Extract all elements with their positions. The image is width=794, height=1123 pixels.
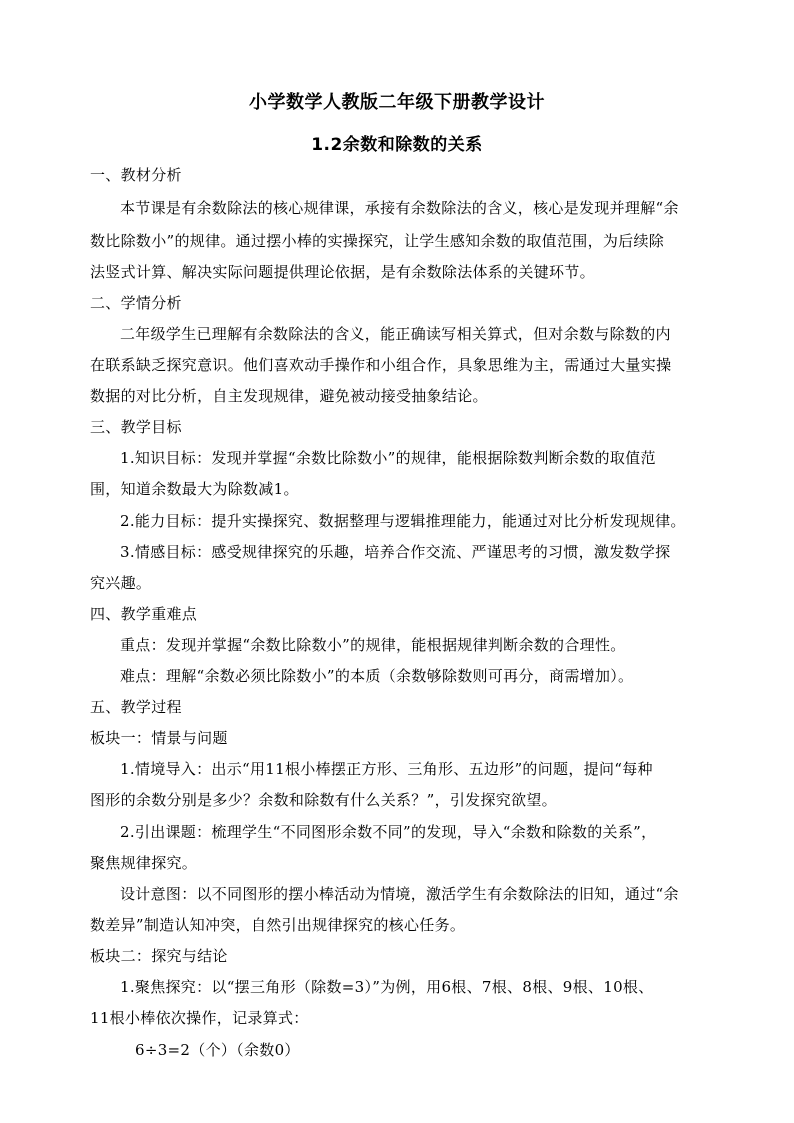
section-heading: 一、教材分析 bbox=[90, 166, 182, 184]
document-subtitle: 1.2余数和除数的关系 bbox=[311, 135, 483, 155]
block-heading: 板块一：情景与问题 bbox=[90, 729, 228, 747]
section-heading: 四、教学重难点 bbox=[90, 605, 198, 623]
difficulty-line: 难点：理解“余数必须比除数小”的本质（余数够除数则可再分，商需增加）。 bbox=[120, 667, 634, 685]
process-line: 2.引出课题：梳理学生“不同图形余数不同”的发现，导入“余数和除数的关系”， bbox=[120, 823, 657, 841]
process-line: 聚焦规律探究。 bbox=[90, 854, 198, 872]
goal-line: 3.情感目标：感受规律探究的乐趣，培养合作交流、严谨思考的习惯，激发数学探 bbox=[120, 543, 671, 561]
paragraph-line: 数比除数小”的规律。通过摆小棒的实操探究，让学生感知余数的取值范围，为后续除 bbox=[90, 232, 665, 250]
paragraph-line: 在联系缺乏探究意识。他们喜欢动手操作和小组合作，具象思维为主，需通过大量实操 bbox=[90, 356, 672, 374]
section-heading: 五、教学过程 bbox=[90, 698, 182, 716]
goal-line: 究兴趣。 bbox=[90, 574, 152, 592]
process-line: 11根小棒依次操作，记录算式： bbox=[90, 1009, 309, 1027]
paragraph-line: 法竖式计算、解决实际问题提供理论依据，是有余数除法体系的关键环节。 bbox=[90, 263, 595, 281]
formula-line: 6÷3=2（个）（余数0） bbox=[135, 1041, 300, 1059]
section-heading: 三、教学目标 bbox=[90, 418, 182, 436]
process-line: 1.情境导入：出示“用11根小棒摆正方形、三角形、五边形”的问题，提问“每种 bbox=[120, 760, 653, 778]
key-point-line: 重点：发现并掌握“余数比除数小”的规律，能根据规律判断余数的合理性。 bbox=[120, 636, 626, 654]
process-line: 图形的余数分别是多少？余数和除数有什么关系？”，引发探究欲望。 bbox=[90, 791, 557, 809]
section-heading: 二、学情分析 bbox=[90, 294, 182, 312]
document-title: 小学数学人教版二年级下册教学设计 bbox=[249, 92, 545, 113]
design-intent-line: 数差异”制造认知冲突，自然引出规律探究的核心任务。 bbox=[90, 916, 466, 934]
paragraph-line: 二年级学生已理解有余数除法的含义，能正确读写相关算式，但对余数与除数的内 bbox=[120, 325, 671, 343]
goal-line: 1.知识目标：发现并掌握“余数比除数小”的规律，能根据除数判断余数的取值范 bbox=[120, 449, 656, 467]
goal-line: 2.能力目标：提升实操探究、数据整理与逻辑推理能力，能通过对比分析发现规律。 bbox=[120, 512, 686, 530]
block-heading: 板块二：探究与结论 bbox=[90, 947, 228, 965]
paragraph-line: 数据的对比分析，自主发现规律，避免被动接受抽象结论。 bbox=[90, 387, 488, 405]
design-intent-line: 设计意图：以不同图形的摆小棒活动为情境，激活学生有余数除法的旧知，通过“余 bbox=[120, 885, 679, 903]
paragraph-line: 本节课是有余数除法的核心规律课，承接有余数除法的含义，核心是发现并理解“余 bbox=[120, 199, 679, 217]
goal-line: 围，知道余数最大为除数减1。 bbox=[90, 480, 299, 498]
process-line: 1.聚焦探究：以“摆三角形（除数=3）”为例，用6根、7根、8根、9根、10根、 bbox=[120, 978, 654, 996]
